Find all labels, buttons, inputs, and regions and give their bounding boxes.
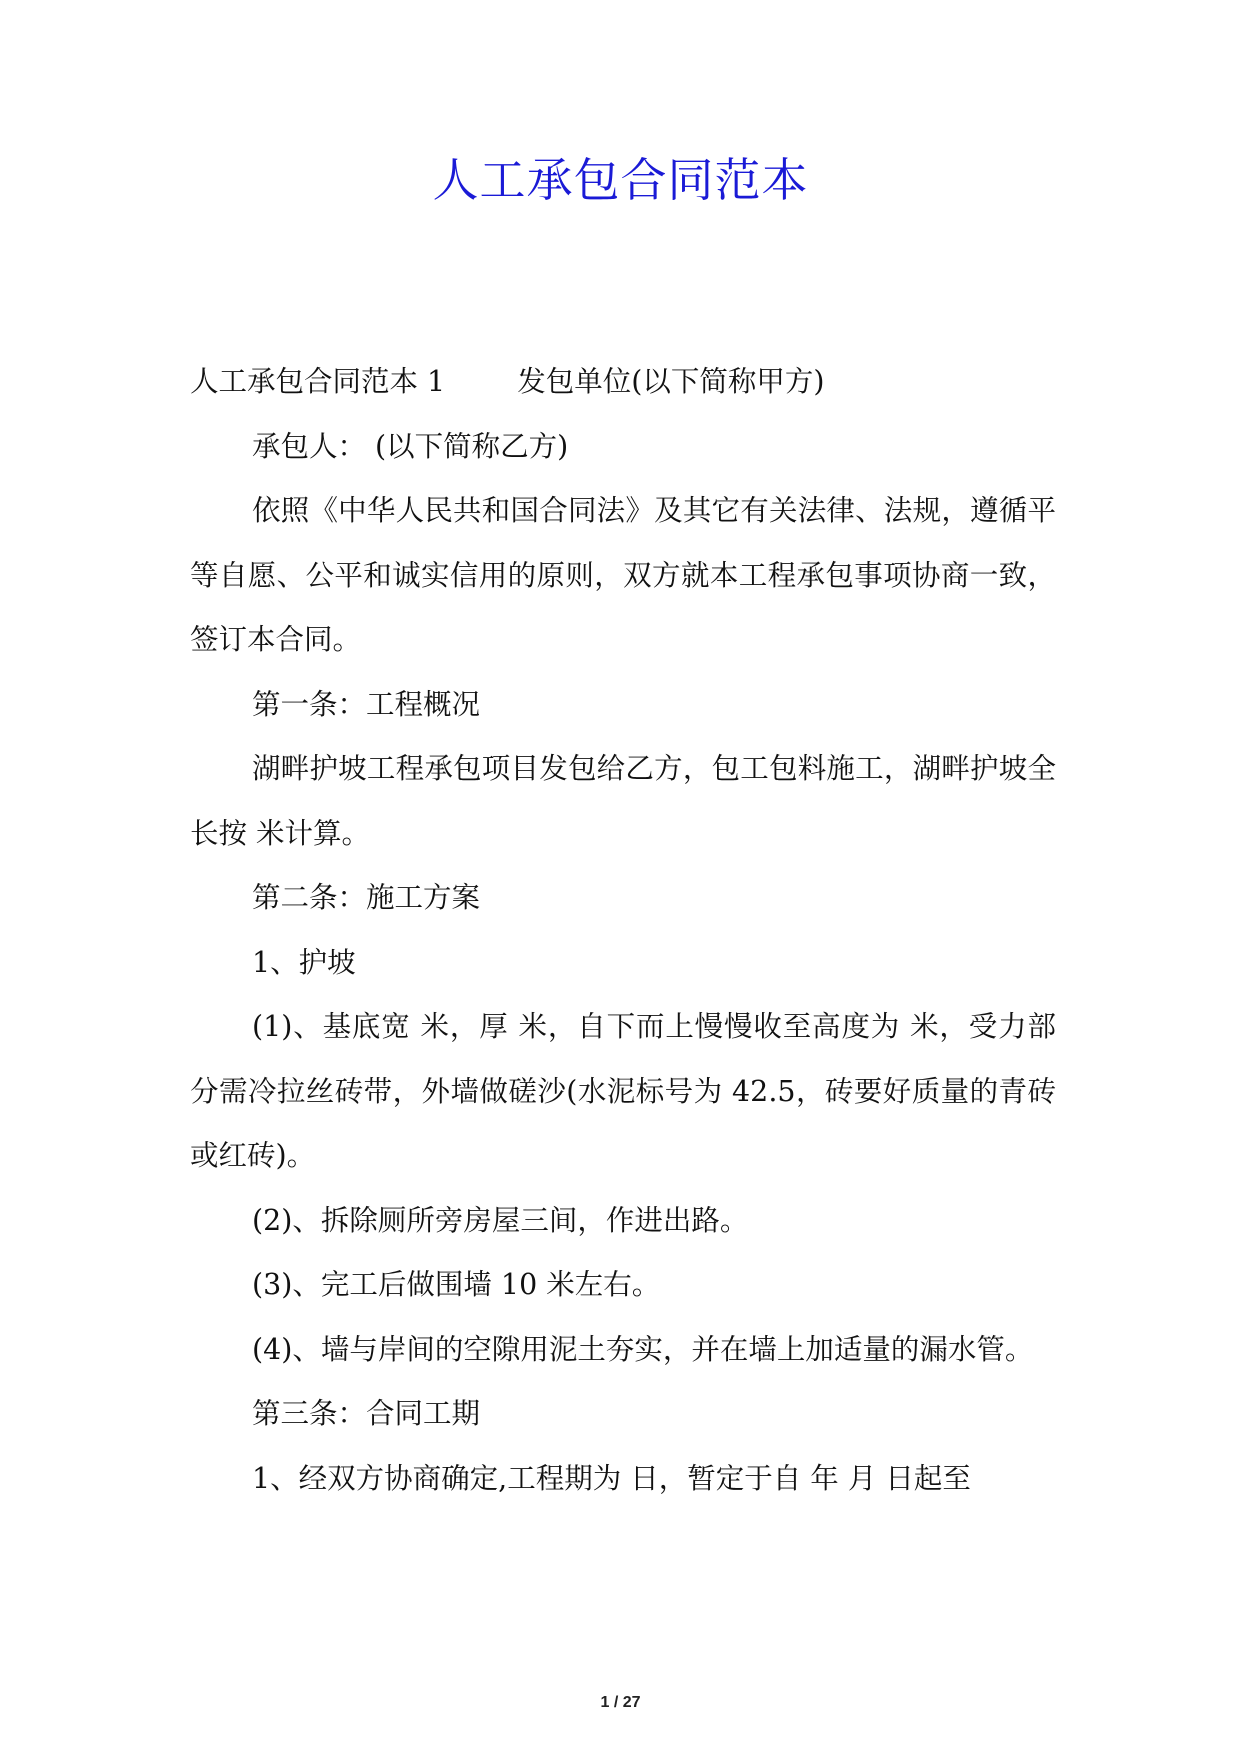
paragraph-schedule: 1、经双方协商确定,工程期为 日，暂定于自 年 月 日起至 — [252, 1461, 971, 1495]
item-revetment: 1、护坡 — [252, 945, 356, 979]
document-body — [190, 350, 1056, 1511]
item-4-drainage: (4)、墙与岸间的空隙用泥土夯实，并在墙上加适量的漏水管。 — [252, 1332, 1034, 1366]
paragraph-preamble: 依照《中华人民共和国合同法》及其它有关法律、法规，遵循平等自愿、公平和诚实信用的原则，双方就本工程承包事项协商一致，签订本合同。 — [190, 494, 1056, 656]
paragraph-heading-line — [190, 350, 1056, 415]
paragraph-project-overview: 湖畔护坡工程承包项目发包给乙方，包工包料施工，湖畔护坡全长按 米计算。 — [190, 752, 1056, 850]
item-1-base: (1)、基底宽 米，厚 米，自下而上慢慢收至高度为 米，受力部分需冷拉丝砖带，外墙做磋沙(水泥标号为 42.5，砖要好质量的青砖或红砖)。 — [190, 1010, 1056, 1172]
page-number: 1 / 27 — [600, 1694, 641, 1711]
article-2-heading: 第二条：施工方案 — [252, 881, 481, 914]
section-label: 人工承包合同范本 1 — [190, 365, 446, 398]
document-title: 人工承包合同范本 — [432, 153, 809, 207]
article-1-heading: 第一条：工程概况 — [252, 687, 481, 721]
party-a-label: 发包单位(以下简称甲方) — [517, 365, 825, 398]
item-3-wall: (3)、完工后做围墙 10 米左右。 — [252, 1268, 661, 1301]
paragraph-party-b: 承包人： (以下简称乙方) — [252, 429, 569, 463]
article-3-heading: 第三条：合同工期 — [252, 1397, 481, 1430]
item-2-demolition: (2)、拆除厕所旁房屋三间，作进出路。 — [252, 1203, 749, 1237]
